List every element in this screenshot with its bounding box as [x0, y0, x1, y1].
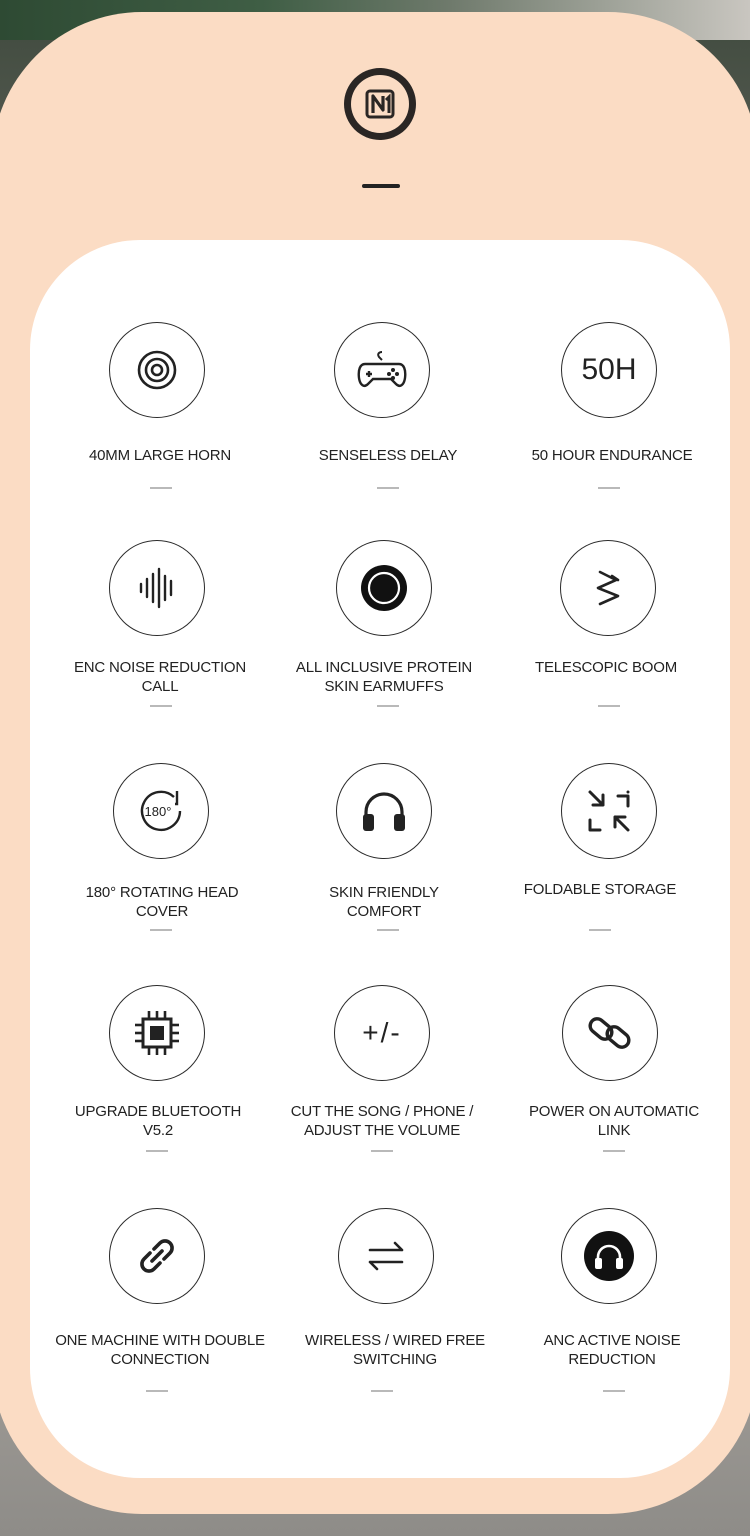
feature-label: ALL INCLUSIVE PROTEIN SKIN EARMUFFS [295, 659, 473, 695]
feature-icon-circle [338, 1208, 434, 1304]
feature-separator [371, 1390, 393, 1392]
sound-wave-icon [135, 566, 179, 610]
feature-label: SENSELESS DELAY [318, 447, 458, 464]
feature-icon-circle [560, 540, 656, 636]
n1-brand-logo-icon [362, 86, 398, 122]
feature-label: SKIN FRIENDLY COMFORT [329, 884, 439, 920]
feature-icon-circle [109, 1208, 205, 1304]
feature-label: ENC NOISE REDUCTION CALL [73, 659, 247, 695]
collapse-arrows-icon [586, 788, 632, 834]
feature-separator [377, 705, 399, 707]
feature-icon-circle [561, 763, 657, 859]
feature-separator [146, 1150, 168, 1152]
feature-icon-circle [562, 985, 658, 1081]
feature-separator [371, 1150, 393, 1152]
earmuff-ring-icon [360, 564, 408, 612]
divider [362, 184, 400, 188]
feature-icon-circle [336, 763, 432, 859]
link-chain-icon [586, 1009, 634, 1057]
feature-label: 40MM LARGE HORN [88, 447, 232, 464]
feature-icon-circle [334, 985, 430, 1081]
feature-separator [589, 929, 611, 931]
feature-label: FOLDABLE STORAGE [523, 881, 677, 898]
speaker-rings-icon [135, 348, 179, 392]
feature-icon-circle [113, 763, 209, 859]
feature-label: 180° ROTATING HEAD COVER [85, 884, 239, 920]
feature-icon-circle [561, 322, 657, 418]
rotate-180-icon [136, 786, 186, 836]
feature-separator [146, 1390, 168, 1392]
feature-label: 50 HOUR ENDURANCE [531, 447, 693, 464]
feature-icon-circle [109, 540, 205, 636]
gamepad-icon [357, 348, 407, 392]
feature-icon-circle [334, 322, 430, 418]
feature-separator [598, 705, 620, 707]
zigzag-icon [586, 566, 630, 610]
50h-text-icon: 50H [581, 353, 637, 386]
feature-label: UPGRADE BLUETOOTH V5.2 [74, 1103, 242, 1139]
feature-label: ANC ACTIVE NOISE REDUCTION [543, 1332, 681, 1368]
feature-label: CUT THE SONG / PHONE / ADJUST THE VOLUME [290, 1103, 474, 1139]
feature-separator [377, 487, 399, 489]
link-icon [133, 1232, 181, 1280]
feature-icon-circle [561, 1208, 657, 1304]
chip-icon [132, 1008, 182, 1058]
feature-icon-circle [336, 540, 432, 636]
feature-label: POWER ON AUTOMATIC LINK [528, 1103, 700, 1139]
plus-minus-icon: +/- [362, 1017, 402, 1048]
feature-label: WIRELESS / WIRED FREE SWITCHING [305, 1332, 485, 1368]
swap-arrows-icon [364, 1234, 408, 1278]
feature-separator [603, 1390, 625, 1392]
feature-separator [603, 1150, 625, 1152]
feature-icon-circle [109, 985, 205, 1081]
svg-text:180°: 180° [144, 804, 172, 819]
brand-logo [344, 68, 416, 140]
feature-separator [150, 487, 172, 489]
feature-icon-circle [109, 322, 205, 418]
feature-separator [150, 929, 172, 931]
anc-headphones-icon [582, 1229, 636, 1283]
feature-separator [598, 487, 620, 489]
feature-separator [150, 705, 172, 707]
headphones-icon [359, 788, 409, 834]
feature-label: ONE MACHINE WITH DOUBLE CONNECTION [55, 1332, 265, 1368]
feature-separator [377, 929, 399, 931]
feature-label: TELESCOPIC BOOM [534, 659, 678, 676]
